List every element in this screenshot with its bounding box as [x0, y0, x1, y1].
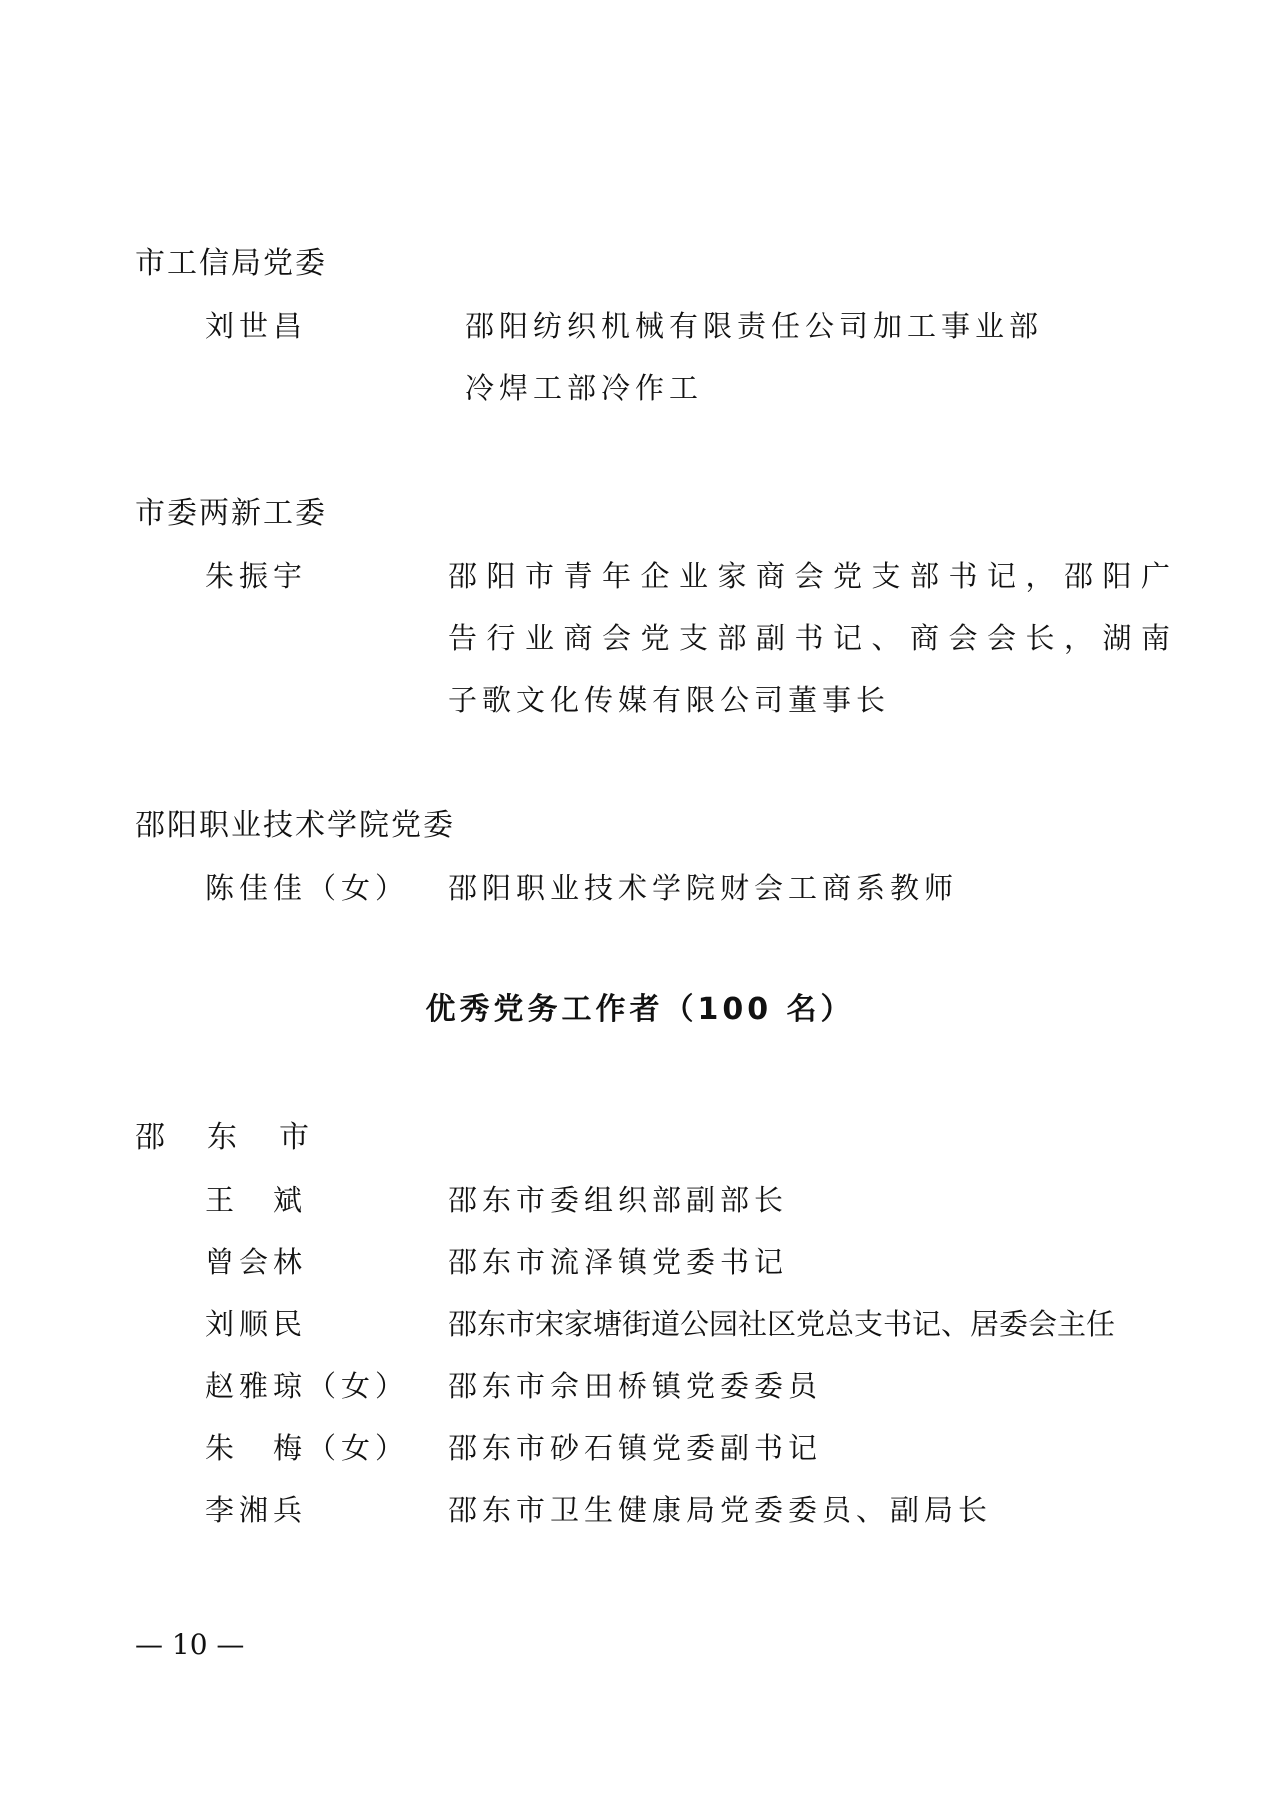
person-description: 邵东市砂石镇党委副书记	[448, 1431, 823, 1465]
person-name: 刘世昌	[205, 309, 308, 343]
person-description: 邵东市流泽镇党委书记	[448, 1245, 789, 1279]
person-description-line: 邵阳市青年企业家商会党支部书记，邵阳广	[448, 559, 1180, 593]
person-description: 邵东市佘田桥镇党委委员	[448, 1369, 823, 1403]
person-name: 朱振宇	[205, 559, 308, 593]
section-heading: 邵阳职业技术学院党委	[135, 808, 455, 843]
person-name: 朱 梅（女）	[205, 1431, 410, 1465]
person-name: 赵雅琼（女）	[205, 1369, 410, 1403]
section-heading: 市工信局党委	[135, 246, 327, 281]
person-name: 曾会林	[205, 1245, 308, 1279]
section-heading: 市委两新工委	[135, 496, 327, 531]
person-description-line: 冷焊工部冷作工	[465, 371, 704, 405]
person-description: 邵东市卫生健康局党委委员、副局长	[448, 1493, 993, 1527]
person-name: 刘顺民	[205, 1307, 308, 1341]
person-name: 陈佳佳（女）	[205, 871, 410, 905]
person-description: 邵东市宋家塘街道公园社区党总支书记、居委会主任	[448, 1307, 1116, 1341]
section-title: 优秀党务工作者（100 名）	[425, 992, 855, 1027]
person-description-line: 邵阳职业技术学院财会工商系教师	[448, 871, 959, 905]
person-description-line: 邵阳纺织机械有限责任公司加工事业部	[465, 309, 1044, 343]
person-description: 邵东市委组织部副部长	[448, 1183, 789, 1217]
person-description-line: 子歌文化传媒有限公司董事长	[448, 683, 891, 717]
person-name: 李湘兵	[205, 1493, 308, 1527]
city-heading: 邵 东 市	[135, 1120, 315, 1155]
person-description-line: 告行业商会党支部副书记、商会会长，湖南	[448, 621, 1180, 655]
page-number: — 10 —	[135, 1628, 245, 1661]
person-name: 王 斌	[205, 1183, 308, 1217]
